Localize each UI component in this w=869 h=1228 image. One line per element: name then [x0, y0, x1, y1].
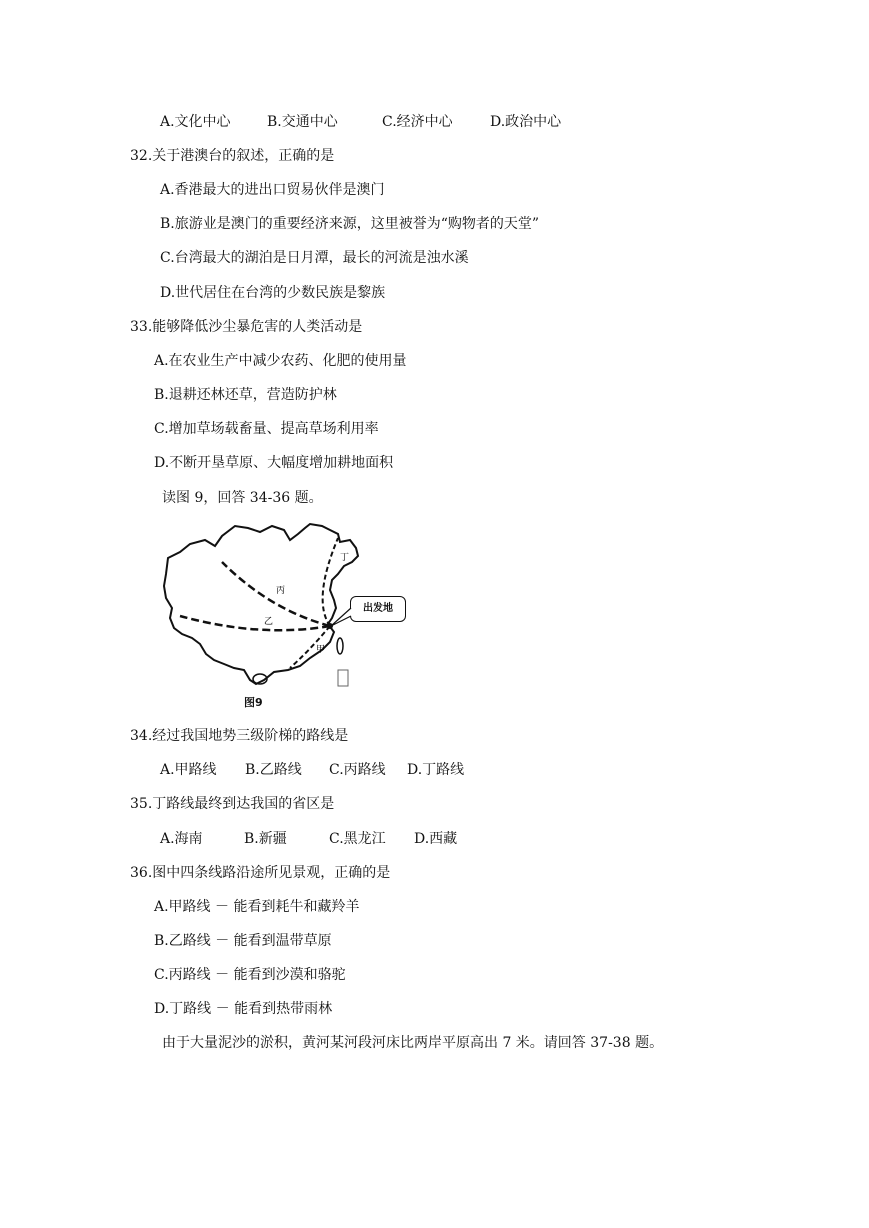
q35-option-a: A.海南: [160, 831, 203, 847]
label-ding: 丁: [340, 553, 350, 563]
q33-option-d: D.不断开垦草原、大幅度增加耕地面积: [154, 455, 394, 471]
q32-option-b: B.旅游业是澳门的重要经济来源，这里被誉为“购物者的天堂”: [160, 216, 540, 232]
q34-option-c: C.丙路线: [329, 762, 386, 778]
intro-34-36: 读图 9，回答 34-36 题。: [162, 490, 323, 506]
q32-stem: 32.关于港澳台的叙述，正确的是: [130, 148, 335, 164]
q34-option-d: D.丁路线: [407, 762, 465, 778]
q31-option-d: D.政治中心: [490, 114, 562, 130]
q35-option-c: C.黑龙江: [329, 831, 386, 847]
departure-callout: [350, 596, 406, 622]
taiwan-island: [337, 638, 343, 654]
q32-option-a: A.香港最大的进出口贸易伙伴是澳门: [160, 182, 385, 198]
q36-option-c: C.丙路线 － 能看到沙漠和骆驼: [154, 967, 346, 983]
q36-option-a: A.甲路线 － 能看到耗牛和藏羚羊: [154, 899, 360, 915]
departure-callout-label: 出发地: [363, 603, 393, 614]
route-yi: [180, 616, 330, 630]
q34-option-b: B.乙路线: [245, 762, 302, 778]
q33-option-b: B.退耕还林还草，营造防护林: [154, 387, 337, 403]
q35-stem: 35.丁路线最终到达我国的省区是: [130, 796, 335, 812]
south-sea-inset: [338, 670, 348, 686]
q34-stem: 34.经过我国地势三级阶梯的路线是: [130, 728, 349, 744]
q33-option-a: A.在农业生产中减少农药、化肥的使用量: [154, 353, 407, 369]
q31-options: [160, 112, 561, 132]
label-yi: 乙: [264, 617, 274, 627]
q31-option-b: B.交通中心: [267, 114, 338, 130]
label-bing: 丙: [276, 586, 286, 596]
q32-option-c: C.台湾最大的湖泊是日月潭，最长的河流是浊水溪: [160, 250, 469, 266]
q32-option-d: D.世代居住在台湾的少数民族是黎族: [160, 285, 386, 301]
q35-option-b: B.新疆: [244, 831, 287, 847]
q31-option-c: C.经济中心: [382, 114, 453, 130]
figure-caption: 图9: [244, 696, 263, 709]
q36-stem: 36.图中四条线路沿途所见景观，正确的是: [130, 865, 391, 881]
figure-9-map: [160, 520, 360, 690]
q36-option-b: B.乙路线 － 能看到温带草原: [154, 933, 332, 949]
china-outline: [164, 524, 358, 684]
label-jia: 甲: [316, 645, 326, 655]
q34-options: [160, 760, 464, 780]
q35-options: [160, 829, 457, 849]
q36-option-d: D.丁路线 － 能看到热带雨林: [154, 1001, 333, 1017]
intro-37-38: 由于大量泥沙的淤积，黄河某河段河床比两岸平原高出 7 米。请回答 37-38 题。: [162, 1035, 664, 1051]
q35-option-d: D.西藏: [414, 831, 458, 847]
q33-stem: 33.能够降低沙尘暴危害的人类活动是: [130, 319, 363, 335]
q34-option-a: A.甲路线: [160, 762, 217, 778]
callout-pointer: [330, 606, 352, 628]
q33-option-c: C.增加草场载畜量、提高草场利用率: [154, 421, 379, 437]
q31-option-a: A.文化中心: [160, 114, 231, 130]
